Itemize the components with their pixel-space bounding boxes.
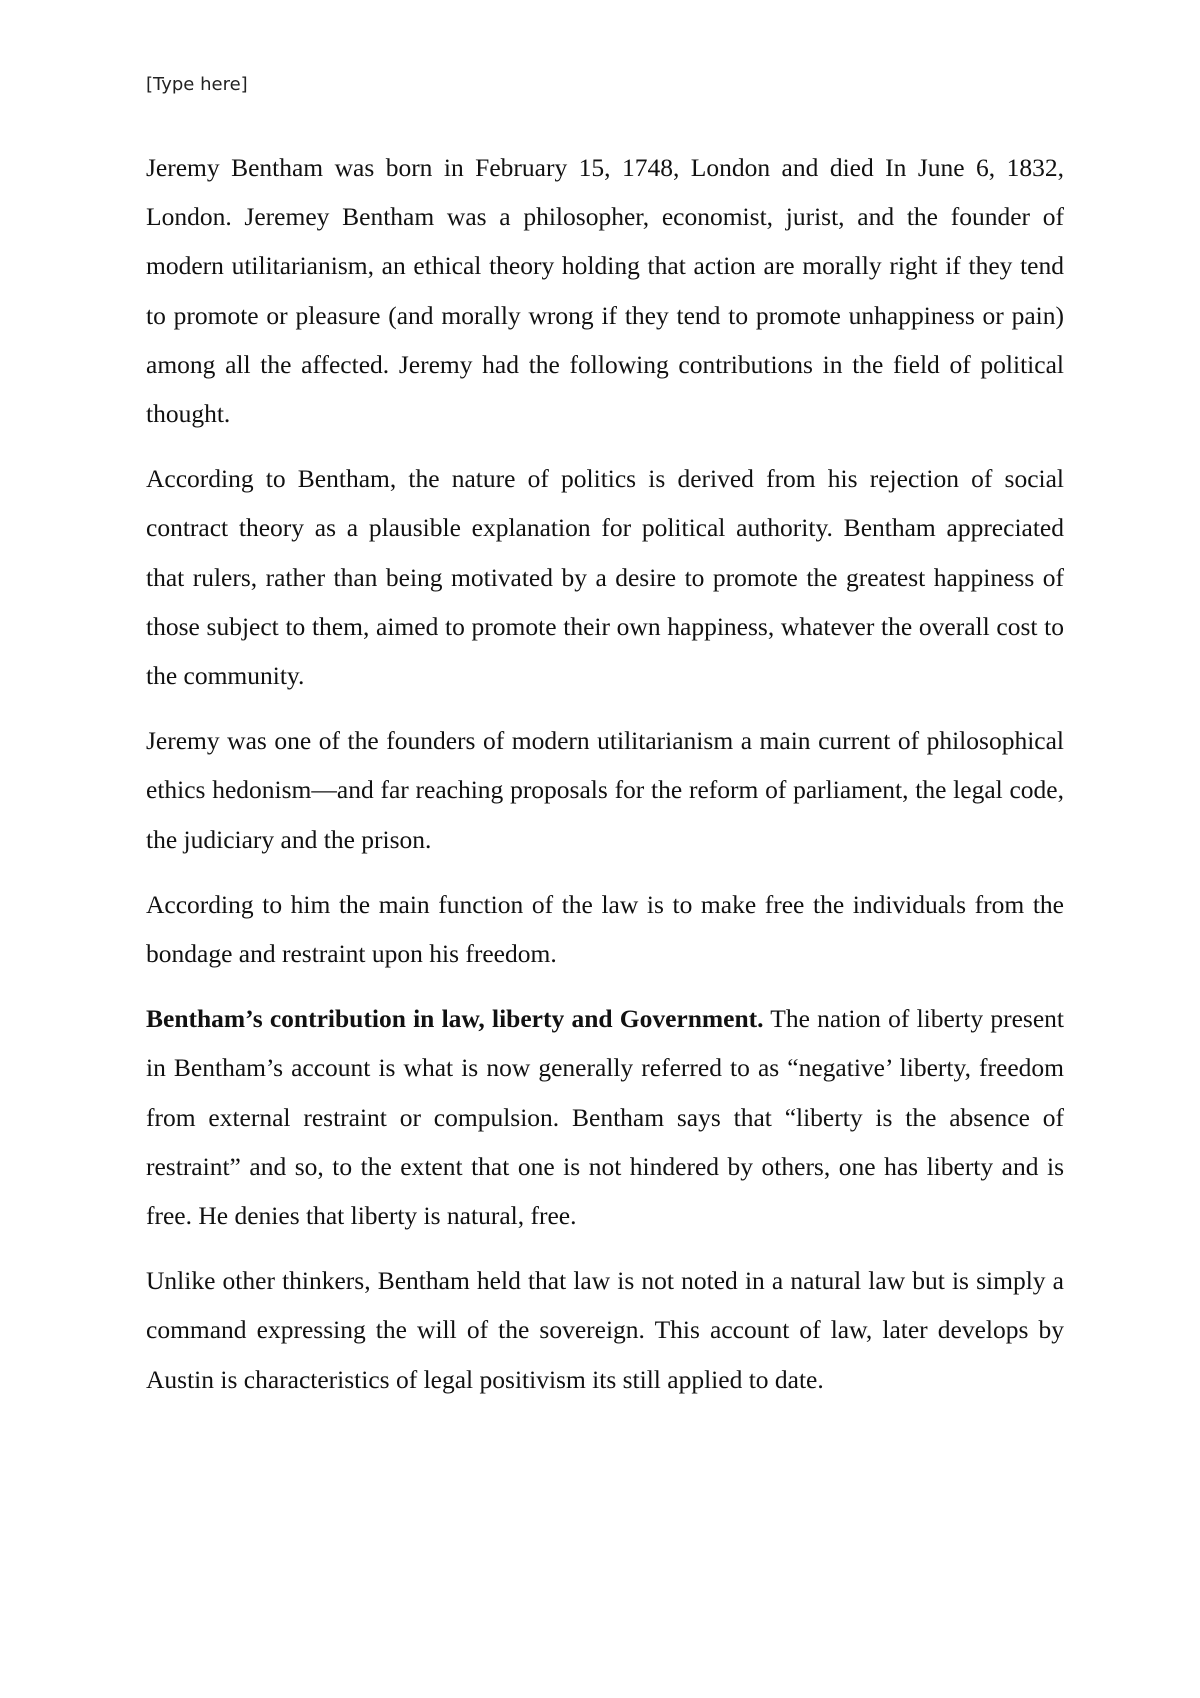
paragraph-2: According to Bentham, the nature of politics is derived from his rejection of social contract theory as a plausible explanation for political authority. Bentham appreciated that rulers, rather than being motivated by a desire to promote the greatest happiness of those subject to them, aimed to promote their own happiness, whatever the overall cost to the community. [146,464,1064,691]
header-placeholder[interactable]: [Type here] [146,74,248,95]
paragraph-6: Unlike other thinkers, Bentham held that law is not noted in a natural law but is simply a command expressing the will of the sovereign. This account of law, later develops by Austin is characteristics of legal positivism its still applied to date. [146,1266,1064,1394]
paragraph-3: Jeremy was one of the founders of modern utilitarianism a main current of philosophical ethics hedonism—and far reaching proposals for the reform of parliament, the legal code, the judiciary and the prison. [146,726,1064,854]
paragraph-4: According to him the main function of the law is to make free the individuals from the bondage and restraint upon his freedom. [146,889,1064,969]
document-body [146,143,1064,1420]
paragraph-5 [146,994,1064,1240]
paragraph-1: Jeremy Bentham was born in February 15, 1748, London and died In June 6, 1832, London. Jeremey Bentham was a philosopher, economist, jurist, and the founder of modern utilitarianism, an ethical theory holding that action are morally right if they tend to promote or pleasure (and morally wrong if they tend to promote unhappiness or pain) among all the affected. Jeremy had the following contributions in the field of political thought. [146,153,1064,429]
paragraph-5-heading: Bentham’s contribution in law, liberty and Government. [146,1004,764,1034]
paragraph-5-text: The nation of liberty present in Bentham’s account is what is now generally referred to as “negative’ liberty, freedom from external restraint or compulsion. Bentham says that “liberty is the absence of restraint” and so, to the extent that one is not hindered by others, one has liberty and is free. He denies that liberty is natural, free. [146,1004,1064,1231]
